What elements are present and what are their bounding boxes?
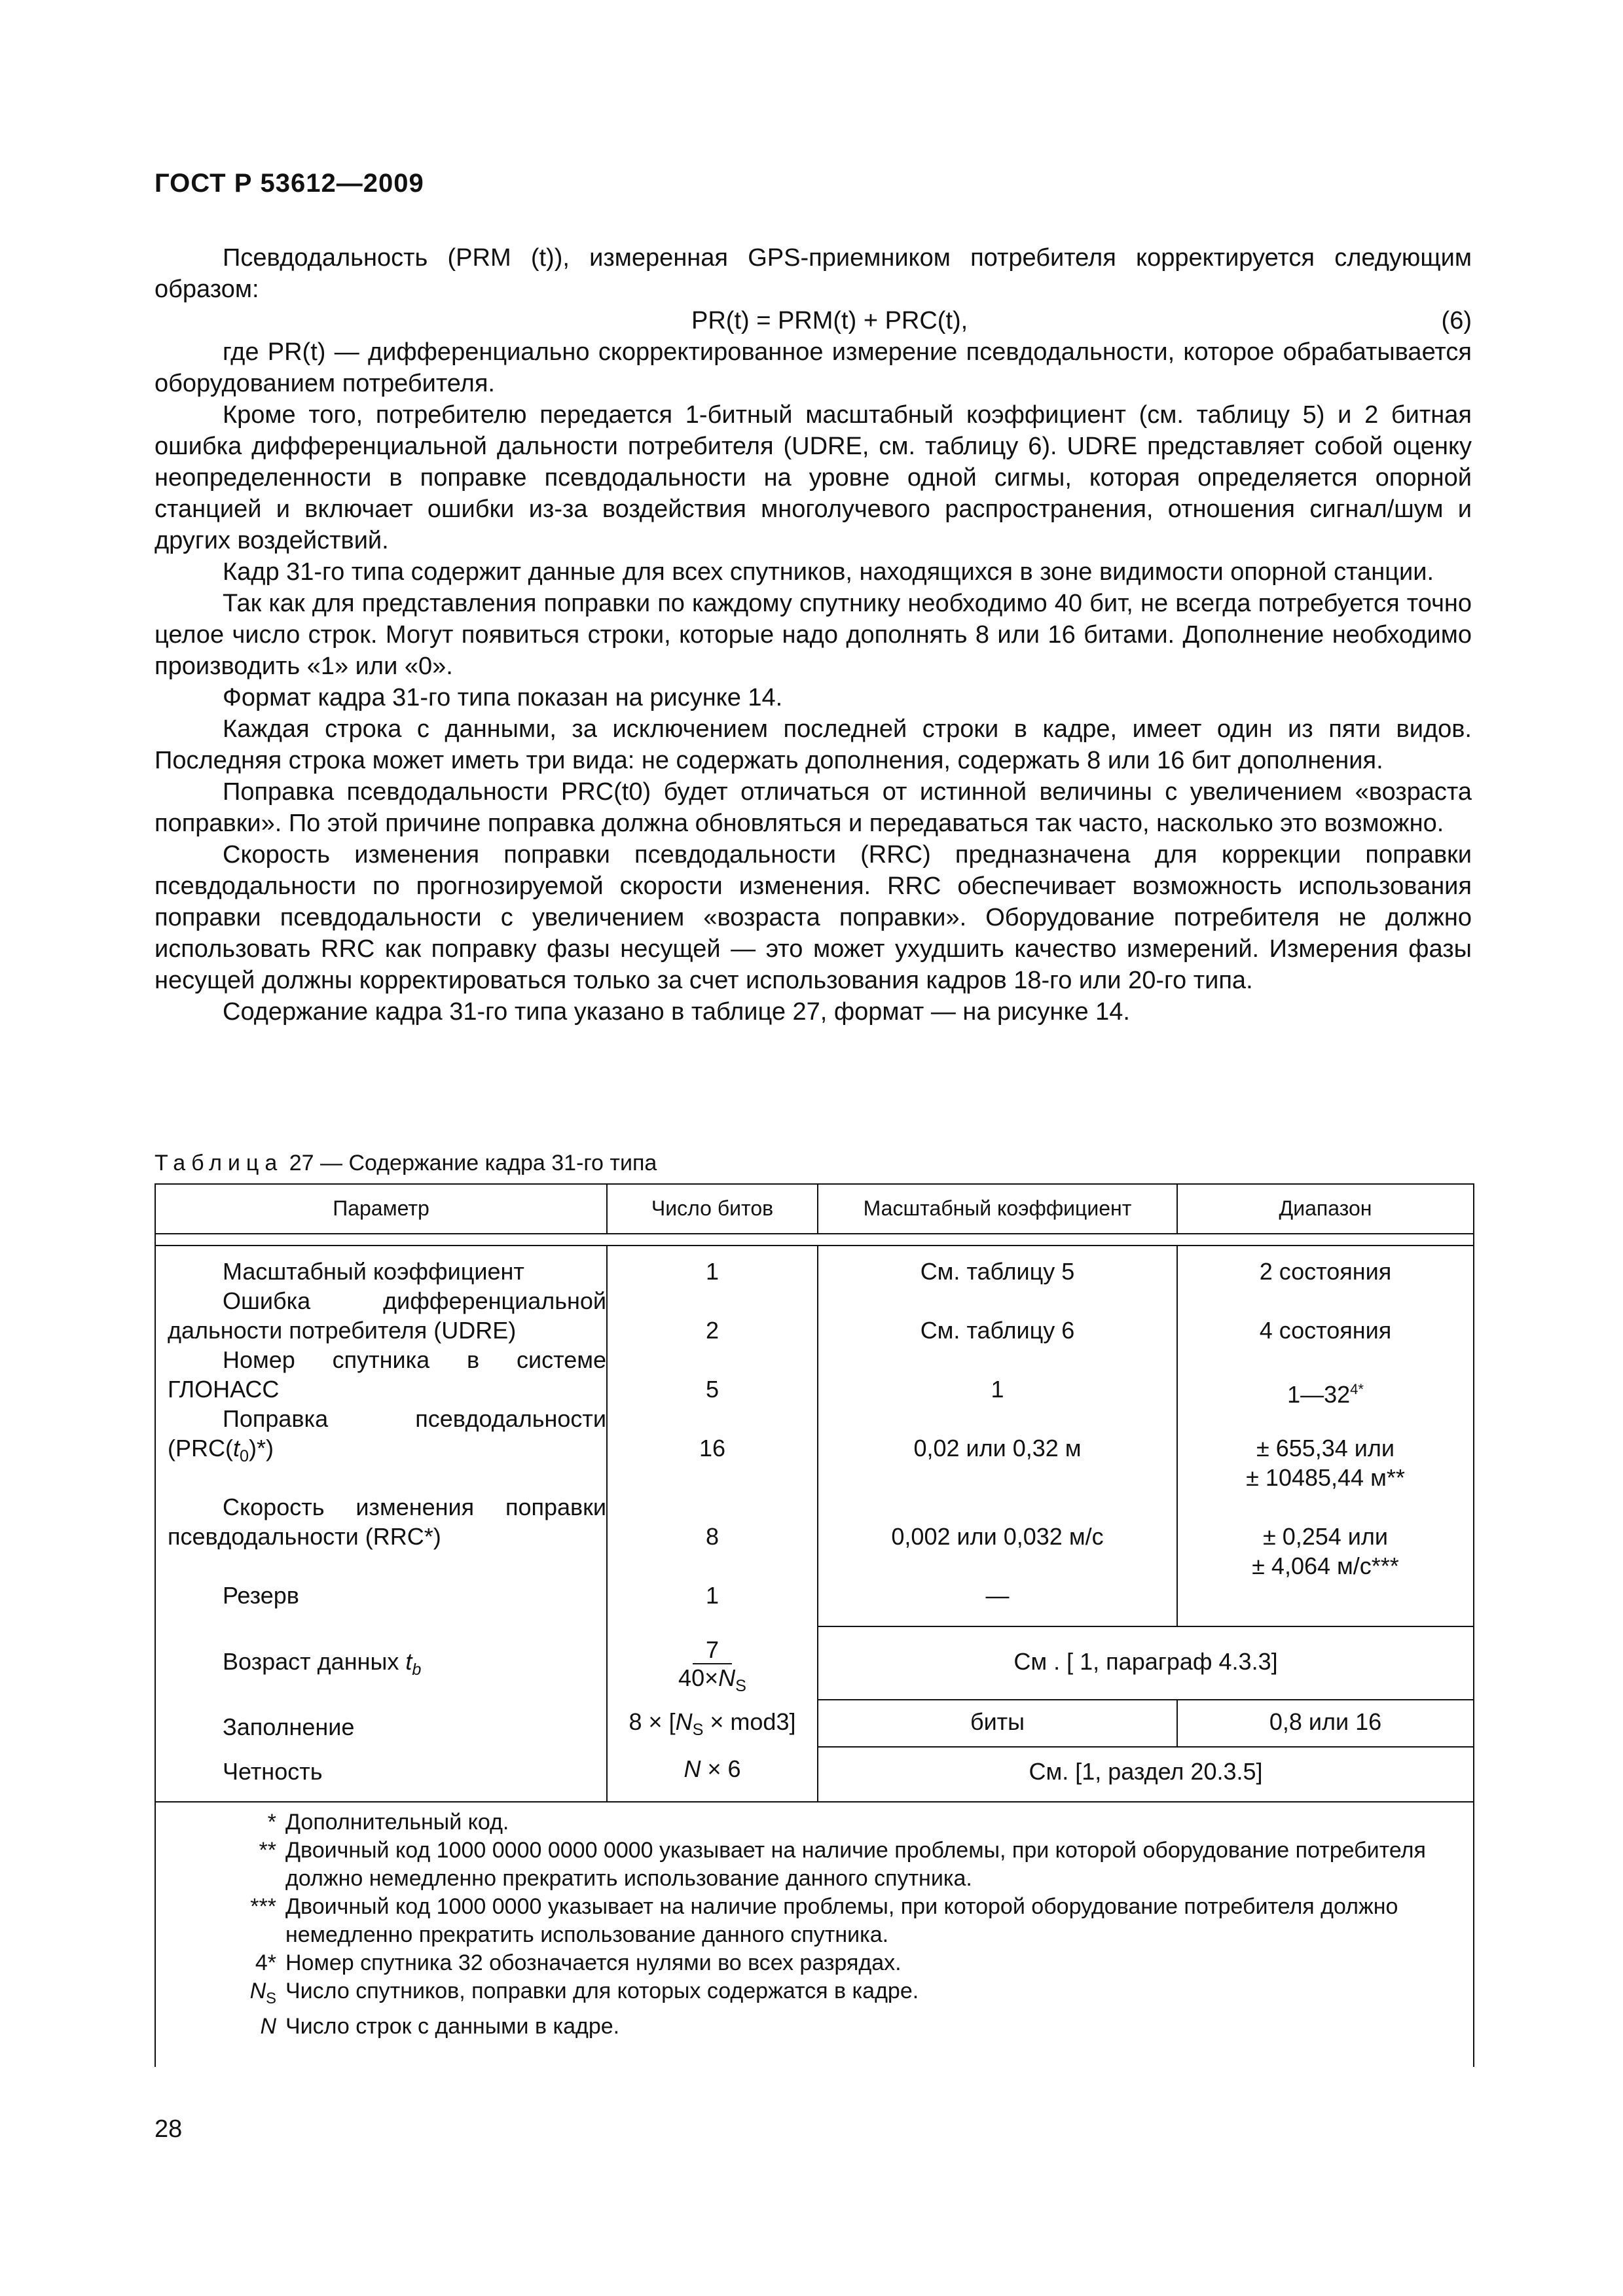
row-scale: 0,002 или 0,032 м/с	[891, 1523, 1104, 1550]
note-text: Число спутников, поправки для которых содержатся в кадре.	[285, 1979, 919, 2003]
body-text	[155, 242, 1472, 1028]
table-27	[155, 1183, 1474, 2067]
table-note	[156, 1977, 1473, 2013]
table-note	[156, 1808, 1473, 1837]
range-line1: ± 0,254 или	[1262, 1523, 1389, 1550]
row-param-line1: Номер спутника в системе	[223, 1346, 606, 1373]
row-param-line2: ГЛОНАСС	[168, 1376, 280, 1403]
table-rule	[156, 1233, 1473, 1234]
row-bits: 8	[705, 1523, 720, 1550]
row-bits: $8 \times [N_S \times mod3]$	[629, 1708, 796, 1740]
note-text: Номер спутника 32 обозначается нулями во всех разрядах.	[285, 1950, 902, 1975]
row-range	[1178, 1522, 1473, 1581]
table-note	[156, 1893, 1473, 1949]
row-param: Резерв	[223, 1582, 299, 1609]
paragraph-4: Кадр 31-го типа содержит данные для всех спутников, находящихся в зоне видимости опорной станции.	[223, 558, 1434, 586]
table-caption-word: Таблица	[155, 1151, 283, 1175]
table-rule	[817, 1626, 1473, 1627]
row-bits: 5	[705, 1376, 720, 1403]
note-mark: ***	[250, 1894, 276, 1919]
row-range: 0,8 или 16	[1269, 1708, 1382, 1735]
fraction-denominator: $40\times N_S$	[678, 1664, 746, 1696]
row-bits	[608, 1635, 817, 1700]
row-bits: 16	[699, 1435, 726, 1462]
bits-fraction	[678, 1637, 746, 1700]
table-header-parameter: Параметр	[333, 1196, 429, 1220]
equation-number: (6)	[1441, 307, 1472, 334]
table-note	[156, 2013, 1473, 2041]
paragraph-7: Каждая строка с данными, за исключением последней строки в кадре, имеет один из пяти видов. Последняя строка может иметь три вида: не содержать дополнения, содержать 8 или 16 бит дополнения.	[155, 715, 1472, 774]
range-line2: ± 4,064 м/с***	[1252, 1552, 1399, 1579]
row-param: Четность	[223, 1758, 323, 1785]
paragraph-10: Содержание кадра 31-го типа указано в таблице 27, формат — на рисунке 14.	[223, 998, 1130, 1026]
row-scale: биты	[970, 1708, 1025, 1735]
paragraph-5: Так как для представления поправки по каждому спутнику необходимо 40 бит, не всегда потребуется точно целое число строк. Могут появиться строки, которые надо дополнять 8 или 16 битами. Дополнение необходимо производить «1» или «0».	[155, 590, 1472, 680]
row-scale: 1	[991, 1376, 1004, 1403]
row-param-line1: Скорость изменения поправки	[223, 1494, 606, 1520]
row-param: Возраст данных $t_b$	[223, 1648, 422, 1679]
note-mark: N	[260, 2013, 276, 2039]
table-rule	[156, 1245, 1473, 1246]
note-mark: 4*	[255, 1950, 276, 1975]
equation-formula: PR(t) = PRM(t) + PRC(t),	[691, 307, 968, 334]
table-header-scale: Масштабный коэффициент	[863, 1196, 1132, 1220]
row-bits: 1	[705, 1582, 720, 1609]
standard-header: ГОСТ Р 53612—2009	[155, 169, 424, 198]
equation-6	[155, 305, 1472, 336]
table-note	[156, 1949, 1473, 1977]
note-mark: $N_S$	[249, 1979, 276, 2007]
row-range: 4 состояния	[1259, 1317, 1392, 1344]
row-param-line2: псевдодальности (RRC*)	[168, 1523, 441, 1550]
table-note	[156, 1837, 1473, 1893]
note-text: Двоичный код 1000 0000 указывает на наличие проблемы, при которой оборудование потребителя должно немедленно прекратить использование данного спутника.	[285, 1894, 1398, 1947]
row-bits: 1	[705, 1258, 720, 1285]
page-number: 28	[155, 2115, 183, 2143]
table-notes	[156, 1808, 1473, 2041]
note-mark: *	[267, 1810, 276, 1835]
note-text: Дополнительный код.	[285, 1810, 509, 1835]
paragraph-1: Псевдодальность (PRM (t)), измеренная GPS-приемником потребителя корректируется следующим образом:	[155, 244, 1472, 303]
fraction-numerator: 7	[693, 1637, 732, 1664]
table-rule	[817, 1746, 1473, 1748]
row-range	[1178, 1433, 1473, 1492]
row-param-line1: Ошибка дифференциальной	[223, 1287, 606, 1314]
paragraph-2: где PR(t) — дифференциально скорректированное измерение псевдодальности, которое обрабатывается оборудованием потребителя.	[155, 338, 1472, 397]
row-range	[1178, 1374, 1473, 1409]
row-param: Масштабный коэффициент	[223, 1258, 524, 1285]
row-param-line2: дальности потребителя (UDRE)	[168, 1317, 517, 1344]
table-rule	[156, 1801, 1473, 1803]
row-range: 2 состояния	[1259, 1258, 1392, 1285]
paragraph-3: Кроме того, потребителю передается 1-битный масштабный коэффициент (см. таблицу 5) и 2 битная ошибка дифференциальной дальности потребителя (UDRE, см. таблицу 6). UDRE представляет собой оценку неопределенности в поправке псевдодальности на уровне одной сигмы, которая определяется опорной станцией и включает ошибки из-за воздействия многолучевого распространения, отношения сигнал/шум и других воздействий.	[155, 401, 1472, 554]
range-line2: ± 10485,44 м**	[1246, 1464, 1405, 1491]
range-footnote-mark: 4*	[1350, 1381, 1364, 1397]
note-mark: **	[259, 1838, 276, 1863]
range-value: 1—32	[1287, 1381, 1351, 1408]
row-bits: N × 6	[684, 1755, 741, 1782]
row-param-line2: $(PRC(t_0)*)$	[168, 1435, 274, 1466]
table-header-range: Диапазон	[1279, 1196, 1372, 1220]
table-header-bits: Число битов	[651, 1196, 774, 1220]
table-rule	[817, 1699, 1473, 1700]
paragraph-6: Формат кадра 31-го типа показан на рисунке 14.	[223, 684, 783, 711]
note-text: Число строк с данными в кадре.	[285, 2013, 620, 2039]
paragraph-8: Поправка псевдодальности PRC(t0) будет отличаться от истинной величины с увеличением «возраста поправки». По этой причине поправка должна обновляться и передаваться так часто, насколько это возможно.	[155, 778, 1472, 837]
note-text: Двоичный код 1000 0000 0000 0000 указывает на наличие проблемы, при которой оборудование потребителя должно немедленно прекратить использование данного спутника.	[285, 1838, 1426, 1891]
table-caption-title: 27 — Содержание кадра 31-го типа	[289, 1151, 657, 1175]
row-scale: 0,02 или 0,32 м	[913, 1435, 1082, 1462]
row-merged-scale-range: См . [ 1, параграф 4.3.3]	[1013, 1648, 1278, 1675]
row-param: Заполнение	[223, 1713, 355, 1740]
row-param-line1: Поправка псевдодальности	[223, 1405, 606, 1432]
row-scale: См. таблицу 6	[920, 1317, 1075, 1344]
row-merged-scale-range: См. [1, раздел 20.3.5]	[1029, 1758, 1263, 1785]
table-caption	[155, 1151, 657, 1176]
row-scale: —	[985, 1582, 1010, 1609]
range-line1: ± 655,34 или	[1256, 1435, 1395, 1462]
row-bits: 2	[705, 1317, 720, 1344]
paragraph-9: Скорость изменения поправки псевдодальности (RRC) предназначена для коррекции поправки псевдодальности по прогнозируемой скорости изменения. RRC обеспечивает возможность использования поправки псевдодальности с увеличением «возраста поправки». Оборудование потребителя не должно использовать RRC как поправку фазы несущей — это может ухудшить качество измерений. Измерения фазы несущей должны корректироваться только за счет использования кадров 18-го или 20-го типа.	[155, 841, 1472, 994]
row-scale: См. таблицу 5	[920, 1258, 1075, 1285]
